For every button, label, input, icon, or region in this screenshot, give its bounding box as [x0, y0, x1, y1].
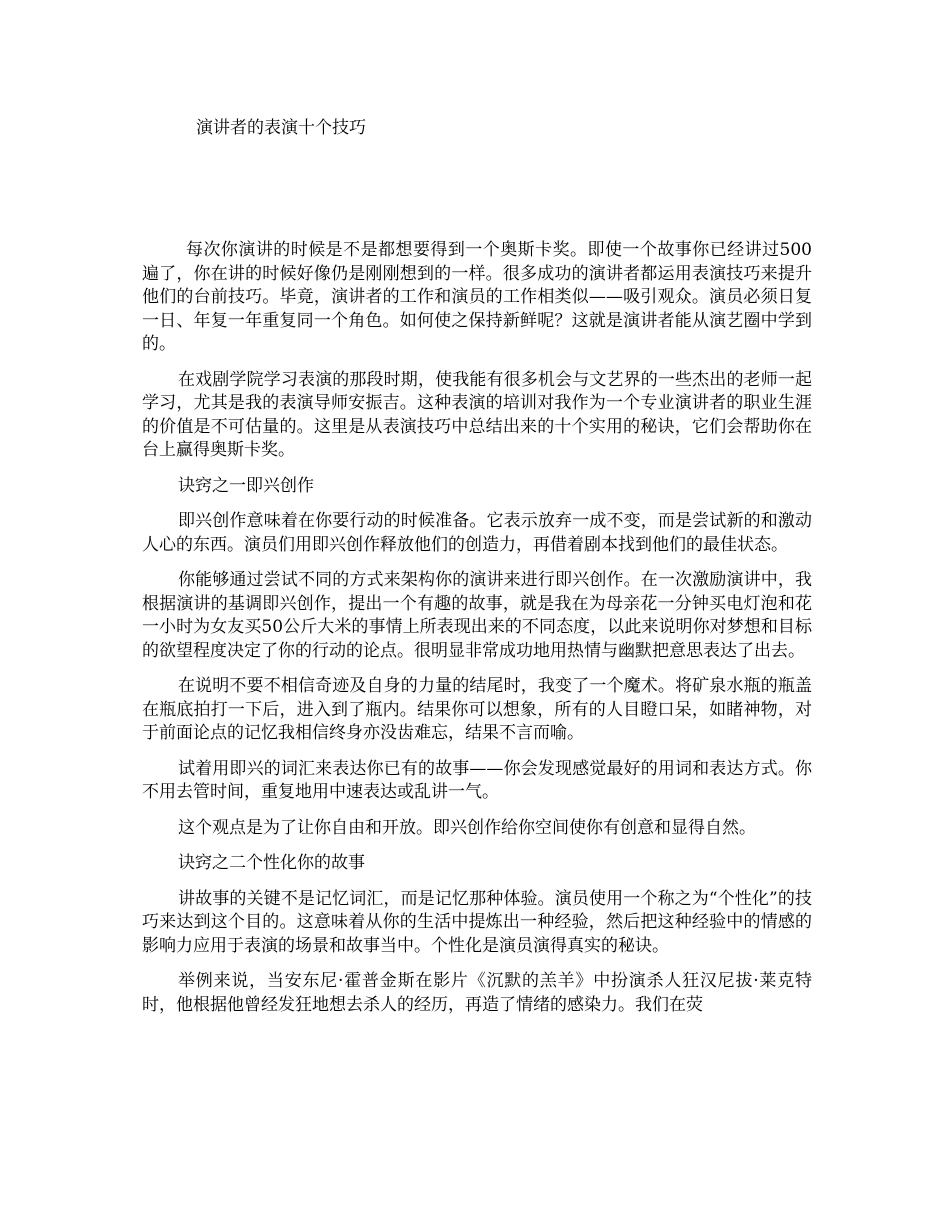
paragraph: 你能够通过尝试不同的方式来架构你的演讲来进行即兴创作。在一次激励演讲中，我根据演讲的基调即兴创作，提出一个有趣的故事，就是我在为母亲花一分钟买电灯泡和花一小时为女友买50公斤大米的事情上所表现出来的不同态度，以此来说明你对梦想和目标的欲望程度决定了你的行动的论点。很明显非常成功地用热情与幽默把意思表达了出去。	[142, 570, 812, 661]
paragraph: 试着用即兴的词汇来表达你已有的故事——你会发现感觉最好的用词和表达方式。你不用去管时间，重复地用中速表达或乱讲一气。	[142, 758, 812, 802]
section-heading: 诀窍之二个性化你的故事	[178, 853, 365, 873]
paragraph: 举例来说，当安东尼·霍普金斯在影片《沉默的羔羊》中扮演杀人狂汉尼拔·莱克特时，他根据他曾经发狂地想去杀人的经历，再造了情绪的感染力。我们在荧	[142, 971, 812, 1015]
document-title: 演讲者的表演十个技巧	[196, 118, 366, 138]
section-heading: 诀窍之一即兴创作	[178, 475, 314, 496]
paragraph: 在戏剧学院学习表演的那段时期，使我能有很多机会与文艺界的一些杰出的老师一起学习，尤其是我的表演导师安振吉。这种表演的培训对我作为一个专业演讲者的职业生涯的价值是不可估量的。这里是从表演技巧中总结出来的十个实用的秘诀，它们会帮助你在台上赢得奥斯卡奖。	[142, 369, 812, 460]
paragraph: 这个观点是为了让你自由和开放。即兴创作给你空间使你有创意和显得自然。	[178, 817, 756, 838]
paragraph: 在说明不要不相信奇迹及自身的力量的结尾时，我变了一个魔术。将矿泉水瓶的瓶盖在瓶底拍打一下后，进入到了瓶内。结果你可以想象，所有的人目瞪口呆，如睹神物，对于前面论点的记忆我相信终身亦没齿难忘，结果不言而喻。	[142, 676, 812, 743]
paragraph: 即兴创作意味着在你要行动的时候准备。它表示放弃一成不变，而是尝试新的和激动人心的东西。演员们用即兴创作释放他们的创造力，再借着剧本找到他们的最佳状态。	[142, 511, 812, 555]
document-body	[142, 239, 812, 1029]
paragraph: 每次你演讲的时候是不是都想要得到一个奥斯卡奖。即使一个故事你已经讲过500遍了，你在讲的时候好像仍是刚刚想到的一样。很多成功的演讲者都运用表演技巧来提升他们的台前技巧。毕竟，演讲者的工作和演员的工作相类似——吸引观众。演员必须日复一日、年复一年重复同一个角色。如何使之保持新鲜呢？这就是演讲者能从演艺圈中学到的。	[142, 240, 812, 354]
paragraph: 讲故事的关键不是记忆词汇，而是记忆那种体验。演员使用一个称之为“个性化”的技巧来达到这个目的。这意味着从你的生活中提炼出一种经验，然后把这种经验中的情感的影响力应用于表演的场景和故事当中。个性化是演员演得真实的秘诀。	[142, 888, 812, 956]
